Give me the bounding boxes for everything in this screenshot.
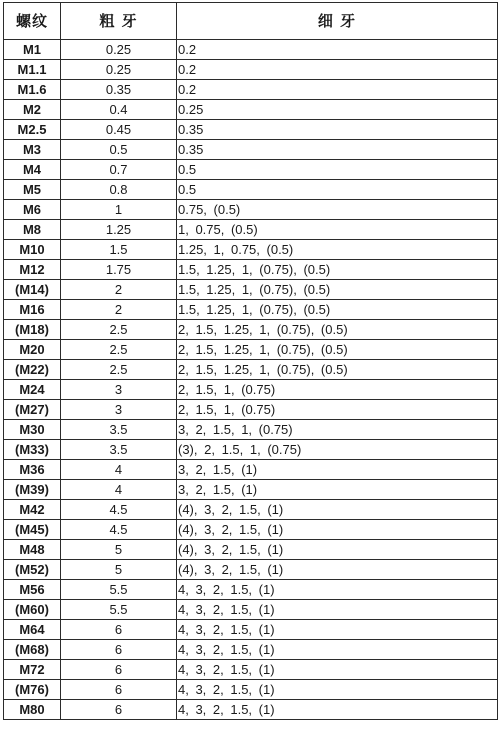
coarse-pitch-cell: 6 bbox=[61, 640, 177, 660]
coarse-pitch-cell: 3.5 bbox=[61, 440, 177, 460]
table-row bbox=[4, 540, 498, 560]
coarse-pitch-cell: 0.35 bbox=[61, 80, 177, 100]
table-row bbox=[4, 560, 498, 580]
fine-pitch-cell: 2, 1.5, 1.25, 1, (0.75), (0.5) bbox=[177, 360, 498, 380]
thread-size-cell: (M39) bbox=[4, 480, 61, 500]
header-fine-pitch: 细 牙 bbox=[177, 3, 498, 40]
table-row bbox=[4, 80, 498, 100]
thread-size-cell: (M60) bbox=[4, 600, 61, 620]
fine-pitch-cell: 4, 3, 2, 1.5, (1) bbox=[177, 580, 498, 600]
table-row bbox=[4, 380, 498, 400]
thread-size-cell: M30 bbox=[4, 420, 61, 440]
fine-pitch-cell: 1, 0.75, (0.5) bbox=[177, 220, 498, 240]
thread-size-cell: M64 bbox=[4, 620, 61, 640]
coarse-pitch-cell: 2.5 bbox=[61, 360, 177, 380]
thread-size-cell: (M76) bbox=[4, 680, 61, 700]
table-row bbox=[4, 180, 498, 200]
fine-pitch-cell: 0.35 bbox=[177, 120, 498, 140]
fine-pitch-cell: 2, 1.5, 1.25, 1, (0.75), (0.5) bbox=[177, 320, 498, 340]
coarse-pitch-cell: 2.5 bbox=[61, 340, 177, 360]
fine-pitch-cell: 4, 3, 2, 1.5, (1) bbox=[177, 680, 498, 700]
thread-size-cell: M2 bbox=[4, 100, 61, 120]
table-row bbox=[4, 100, 498, 120]
table-row bbox=[4, 700, 498, 720]
fine-pitch-cell: 0.5 bbox=[177, 160, 498, 180]
table-row bbox=[4, 220, 498, 240]
header-row bbox=[4, 3, 498, 40]
thread-size-cell: M20 bbox=[4, 340, 61, 360]
thread-size-cell: M42 bbox=[4, 500, 61, 520]
table-row bbox=[4, 340, 498, 360]
coarse-pitch-cell: 4 bbox=[61, 480, 177, 500]
thread-size-cell: M4 bbox=[4, 160, 61, 180]
table-row bbox=[4, 580, 498, 600]
coarse-pitch-cell: 1.75 bbox=[61, 260, 177, 280]
fine-pitch-cell: 0.2 bbox=[177, 60, 498, 80]
thread-size-cell: M80 bbox=[4, 700, 61, 720]
fine-pitch-cell: (4), 3, 2, 1.5, (1) bbox=[177, 540, 498, 560]
fine-pitch-cell: 4, 3, 2, 1.5, (1) bbox=[177, 600, 498, 620]
fine-pitch-cell: 0.2 bbox=[177, 40, 498, 60]
thread-size-cell: M16 bbox=[4, 300, 61, 320]
coarse-pitch-cell: 1 bbox=[61, 200, 177, 220]
coarse-pitch-cell: 6 bbox=[61, 660, 177, 680]
fine-pitch-cell: 1.5, 1.25, 1, (0.75), (0.5) bbox=[177, 280, 498, 300]
thread-size-cell: M48 bbox=[4, 540, 61, 560]
coarse-pitch-cell: 3 bbox=[61, 380, 177, 400]
thread-size-cell: (M68) bbox=[4, 640, 61, 660]
table-row bbox=[4, 260, 498, 280]
thread-size-cell: (M22) bbox=[4, 360, 61, 380]
table-row bbox=[4, 40, 498, 60]
fine-pitch-cell: 1.5, 1.25, 1, (0.75), (0.5) bbox=[177, 300, 498, 320]
coarse-pitch-cell: 5 bbox=[61, 540, 177, 560]
table-row bbox=[4, 140, 498, 160]
coarse-pitch-cell: 1.25 bbox=[61, 220, 177, 240]
thread-size-cell: M1.6 bbox=[4, 80, 61, 100]
thread-size-cell: (M14) bbox=[4, 280, 61, 300]
fine-pitch-cell: 2, 1.5, 1, (0.75) bbox=[177, 400, 498, 420]
fine-pitch-cell: 0.35 bbox=[177, 140, 498, 160]
thread-size-cell: M8 bbox=[4, 220, 61, 240]
fine-pitch-cell: (4), 3, 2, 1.5, (1) bbox=[177, 520, 498, 540]
table-row bbox=[4, 520, 498, 540]
table-row bbox=[4, 240, 498, 260]
fine-pitch-cell: 0.5 bbox=[177, 180, 498, 200]
coarse-pitch-cell: 5 bbox=[61, 560, 177, 580]
table-row bbox=[4, 460, 498, 480]
coarse-pitch-cell: 3 bbox=[61, 400, 177, 420]
table-row bbox=[4, 640, 498, 660]
coarse-pitch-cell: 2.5 bbox=[61, 320, 177, 340]
header-coarse-pitch: 粗 牙 bbox=[61, 3, 177, 40]
table-row bbox=[4, 600, 498, 620]
table-row bbox=[4, 60, 498, 80]
coarse-pitch-cell: 4.5 bbox=[61, 520, 177, 540]
table-row bbox=[4, 200, 498, 220]
table-row bbox=[4, 280, 498, 300]
fine-pitch-cell: 1.25, 1, 0.75, (0.5) bbox=[177, 240, 498, 260]
fine-pitch-cell: 4, 3, 2, 1.5, (1) bbox=[177, 700, 498, 720]
thread-size-cell: M3 bbox=[4, 140, 61, 160]
coarse-pitch-cell: 6 bbox=[61, 680, 177, 700]
coarse-pitch-cell: 2 bbox=[61, 300, 177, 320]
coarse-pitch-cell: 5.5 bbox=[61, 600, 177, 620]
coarse-pitch-cell: 0.25 bbox=[61, 60, 177, 80]
header-thread: 螺纹 bbox=[4, 3, 61, 40]
coarse-pitch-cell: 4 bbox=[61, 460, 177, 480]
table-row bbox=[4, 400, 498, 420]
thread-pitch-table bbox=[3, 2, 498, 720]
fine-pitch-cell: 3, 2, 1.5, 1, (0.75) bbox=[177, 420, 498, 440]
coarse-pitch-cell: 0.7 bbox=[61, 160, 177, 180]
table-row bbox=[4, 320, 498, 340]
table-body bbox=[4, 40, 498, 720]
fine-pitch-cell: (4), 3, 2, 1.5, (1) bbox=[177, 560, 498, 580]
table-row bbox=[4, 160, 498, 180]
thread-size-cell: M6 bbox=[4, 200, 61, 220]
fine-pitch-cell: 0.25 bbox=[177, 100, 498, 120]
coarse-pitch-cell: 1.5 bbox=[61, 240, 177, 260]
fine-pitch-cell: 4, 3, 2, 1.5, (1) bbox=[177, 660, 498, 680]
thread-size-cell: M72 bbox=[4, 660, 61, 680]
fine-pitch-cell: 2, 1.5, 1.25, 1, (0.75), (0.5) bbox=[177, 340, 498, 360]
table-row bbox=[4, 620, 498, 640]
thread-size-cell: (M27) bbox=[4, 400, 61, 420]
table-row bbox=[4, 660, 498, 680]
fine-pitch-cell: 4, 3, 2, 1.5, (1) bbox=[177, 620, 498, 640]
coarse-pitch-cell: 6 bbox=[61, 620, 177, 640]
thread-size-cell: M1.1 bbox=[4, 60, 61, 80]
thread-size-cell: M36 bbox=[4, 460, 61, 480]
table-row bbox=[4, 300, 498, 320]
table-row bbox=[4, 680, 498, 700]
fine-pitch-cell: (4), 3, 2, 1.5, (1) bbox=[177, 500, 498, 520]
fine-pitch-cell: 4, 3, 2, 1.5, (1) bbox=[177, 640, 498, 660]
thread-pitch-sheet bbox=[3, 2, 497, 720]
thread-size-cell: M1 bbox=[4, 40, 61, 60]
coarse-pitch-cell: 4.5 bbox=[61, 500, 177, 520]
coarse-pitch-cell: 2 bbox=[61, 280, 177, 300]
thread-size-cell: M12 bbox=[4, 260, 61, 280]
thread-size-cell: (M52) bbox=[4, 560, 61, 580]
thread-size-cell: (M45) bbox=[4, 520, 61, 540]
fine-pitch-cell: 3, 2, 1.5, (1) bbox=[177, 460, 498, 480]
fine-pitch-cell: 1.5, 1.25, 1, (0.75), (0.5) bbox=[177, 260, 498, 280]
fine-pitch-cell: 3, 2, 1.5, (1) bbox=[177, 480, 498, 500]
coarse-pitch-cell: 0.5 bbox=[61, 140, 177, 160]
fine-pitch-cell: 0.2 bbox=[177, 80, 498, 100]
thread-size-cell: (M33) bbox=[4, 440, 61, 460]
coarse-pitch-cell: 0.8 bbox=[61, 180, 177, 200]
table-row bbox=[4, 120, 498, 140]
thread-size-cell: M56 bbox=[4, 580, 61, 600]
thread-size-cell: (M18) bbox=[4, 320, 61, 340]
thread-size-cell: M5 bbox=[4, 180, 61, 200]
table-row bbox=[4, 360, 498, 380]
table-row bbox=[4, 440, 498, 460]
table-row bbox=[4, 480, 498, 500]
fine-pitch-cell: (3), 2, 1.5, 1, (0.75) bbox=[177, 440, 498, 460]
coarse-pitch-cell: 6 bbox=[61, 700, 177, 720]
table-row bbox=[4, 500, 498, 520]
thread-size-cell: M10 bbox=[4, 240, 61, 260]
coarse-pitch-cell: 3.5 bbox=[61, 420, 177, 440]
coarse-pitch-cell: 0.25 bbox=[61, 40, 177, 60]
fine-pitch-cell: 2, 1.5, 1, (0.75) bbox=[177, 380, 498, 400]
table-header bbox=[4, 3, 498, 40]
coarse-pitch-cell: 0.4 bbox=[61, 100, 177, 120]
coarse-pitch-cell: 5.5 bbox=[61, 580, 177, 600]
coarse-pitch-cell: 0.45 bbox=[61, 120, 177, 140]
fine-pitch-cell: 0.75, (0.5) bbox=[177, 200, 498, 220]
table-row bbox=[4, 420, 498, 440]
thread-size-cell: M24 bbox=[4, 380, 61, 400]
thread-size-cell: M2.5 bbox=[4, 120, 61, 140]
